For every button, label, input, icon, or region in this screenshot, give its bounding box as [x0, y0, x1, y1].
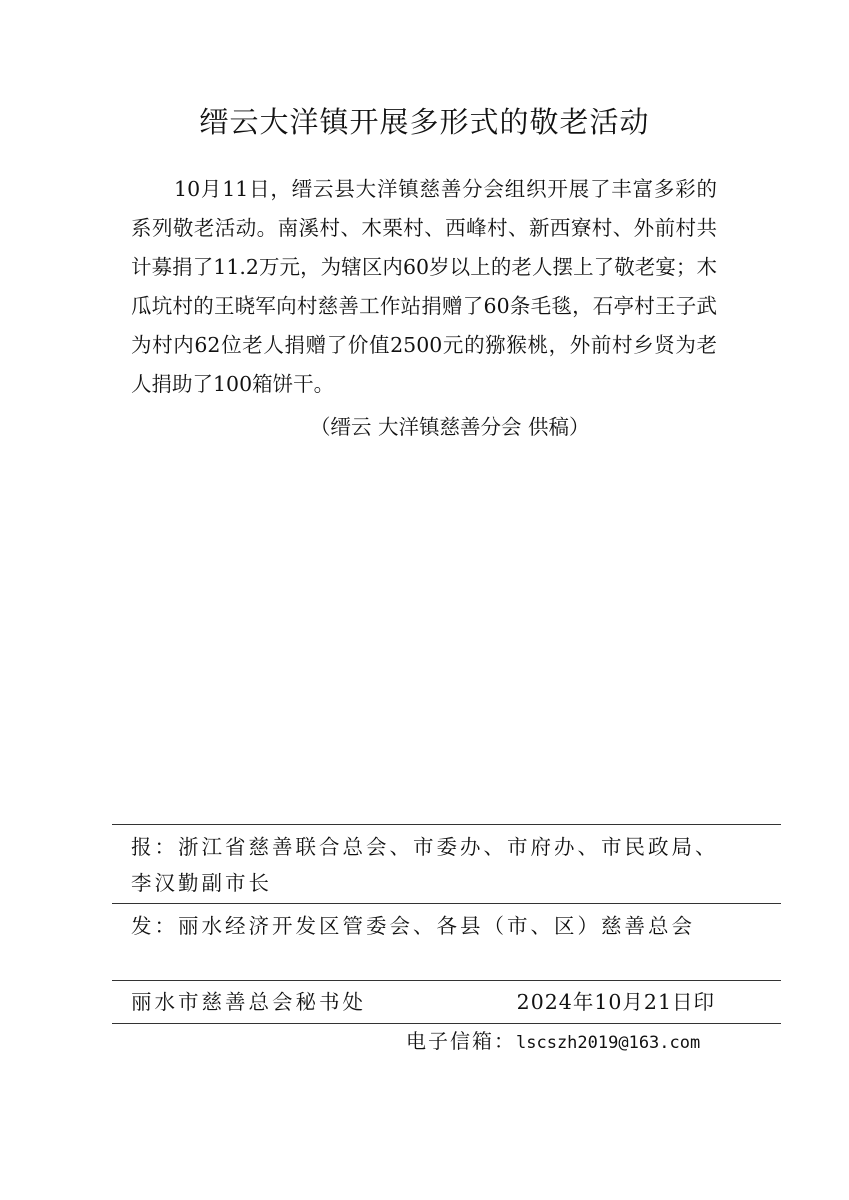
issuer-row: [112, 980, 781, 1024]
print-date: 2024年10月21日印: [516, 990, 715, 1014]
issuer: 丽水市慈善总会秘书处: [131, 990, 366, 1014]
byline: （缙云 大洋镇慈善分会 供稿）: [310, 415, 590, 439]
distribution-footer: [112, 824, 781, 1024]
contact-email-line: [406, 1026, 700, 1058]
email-label: 电子信箱：: [406, 1029, 516, 1053]
send-to-line: 发：丽水经济开发区管委会、各县（市、区）慈善总会: [112, 903, 781, 980]
document-title: 缙云大洋镇开展多形式的敬老活动: [199, 105, 650, 139]
email-address: lscszh2019@163.com: [516, 1033, 701, 1053]
article-body: 10月11日，缙云县大洋镇慈善分会组织开展了丰富多彩的系列敬老活动。南溪村、木栗村、西峰村、新西寮村、外前村共计募捐了11.2万元，为辖区内60岁以上的老人摆上了敬老宴；木瓜坑村的王晓军向村慈善工作站捐赠了60条毛毯，石亭村王子武为村内62位老人捐赠了价值2500元的猕猴桃，外前村乡贤为老人捐助了100箱饼干。: [131, 177, 717, 396]
report-to-line: 报：浙江省慈善联合总会、市委办、市府办、市民政局、李汉勤副市长: [112, 824, 781, 903]
